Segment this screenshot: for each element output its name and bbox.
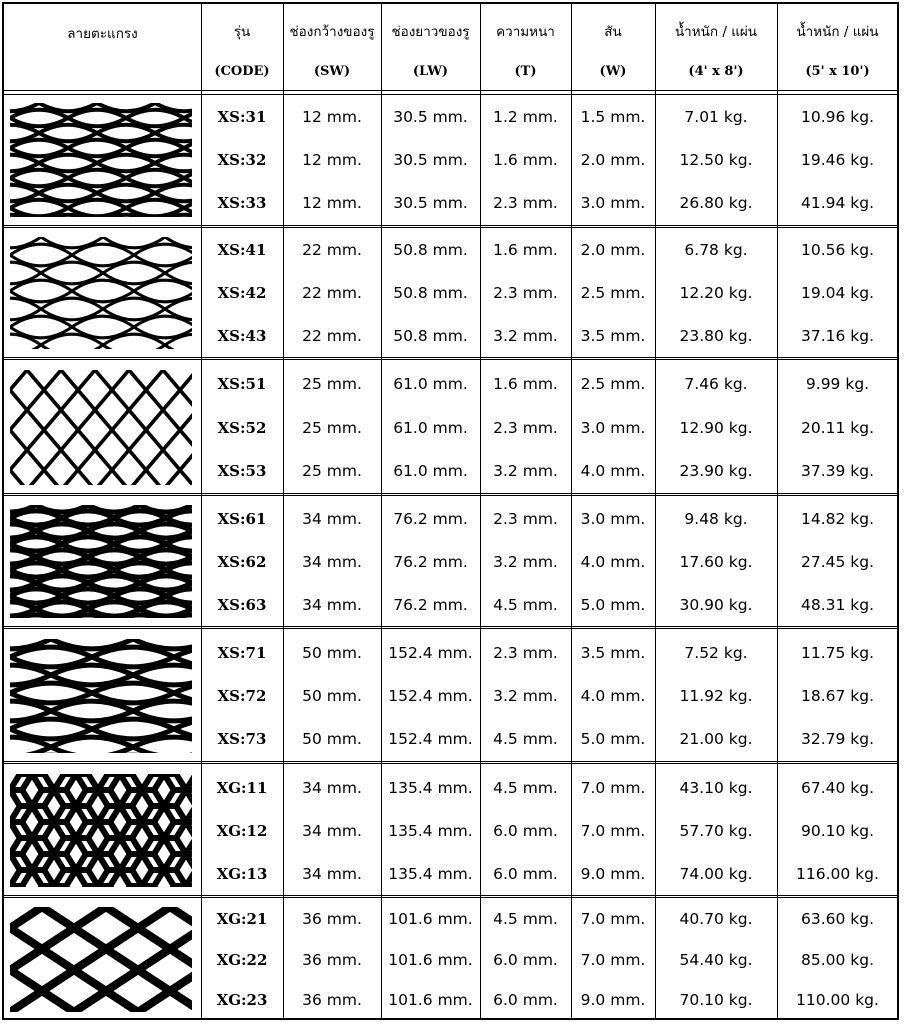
mesh-cell xyxy=(61,430,95,470)
sw-value: 50 mm. xyxy=(302,687,362,705)
mesh-drawing xyxy=(10,907,192,1012)
width-value: 7.0 mm. xyxy=(580,950,646,969)
header-thickness-code: (T) xyxy=(514,64,537,79)
model-code: XS:61 xyxy=(217,509,267,528)
width-value: 7.0 mm. xyxy=(580,910,646,929)
mesh-drawing xyxy=(10,103,192,217)
weight-5x10-value: 37.16 kg. xyxy=(800,326,875,345)
width-value: 1.5 mm. xyxy=(580,107,646,126)
weight-5x10-value: 20.11 kg. xyxy=(800,418,875,437)
sw-value: 22 mm. xyxy=(302,326,362,345)
expanded-mesh-vertical-pattern xyxy=(10,370,192,485)
expanded-mesh-wide-pattern xyxy=(10,639,192,753)
header-sw-code: (SW) xyxy=(313,64,351,79)
lw-value: 30.5 mm. xyxy=(393,107,468,126)
weight-4x8-value: 40.70 kg. xyxy=(679,910,753,929)
weight-4x8-value: 11.92 kg. xyxy=(679,687,753,705)
model-code: XG:21 xyxy=(216,910,268,929)
weight-5x10-value: 63.60 kg. xyxy=(800,910,875,929)
thickness-value: 2.3 mm. xyxy=(493,509,558,528)
mesh-cell xyxy=(95,430,129,470)
weight-4x8-value: 7.52 kg. xyxy=(684,643,748,662)
width-value: 9.0 mm. xyxy=(580,990,646,1009)
row-divider xyxy=(4,895,897,896)
weight-5x10-value: 67.40 kg. xyxy=(800,778,875,797)
mesh-cell xyxy=(95,370,129,390)
thickness-value: 4.5 mm. xyxy=(493,910,558,929)
weight-4x8-value: 26.80 kg. xyxy=(679,194,753,213)
mesh-cell xyxy=(32,886,76,887)
weight-4x8-value: 7.46 kg. xyxy=(684,374,748,393)
model-code: XS:43 xyxy=(217,326,267,345)
lw-value: 152.4 mm. xyxy=(388,730,473,749)
mesh-cell xyxy=(78,410,112,450)
weight-5x10-value: 27.45 kg. xyxy=(800,552,875,571)
row-divider xyxy=(4,357,897,358)
lw-value: 101.6 mm. xyxy=(388,950,473,969)
weight-4x8-value: 12.50 kg. xyxy=(679,151,753,169)
lw-value: 50.8 mm. xyxy=(393,284,468,302)
row-divider xyxy=(4,227,897,228)
weight-5x10-value: 19.04 kg. xyxy=(800,284,875,302)
mesh-cell xyxy=(146,410,180,450)
weight-4x8-value: 7.01 kg. xyxy=(684,107,748,126)
model-code: XS:73 xyxy=(217,730,267,749)
lw-value: 135.4 mm. xyxy=(388,821,473,840)
thickness-value: 4.5 mm. xyxy=(493,595,558,614)
mesh-cell xyxy=(180,370,192,410)
model-code: XS:71 xyxy=(217,643,267,662)
sw-value: 25 mm. xyxy=(302,374,362,393)
sw-value: 34 mm. xyxy=(302,595,362,614)
weight-4x8-value: 9.48 kg. xyxy=(684,509,748,528)
thickness-value: 3.2 mm. xyxy=(493,326,558,345)
mesh-cell xyxy=(27,430,61,470)
mesh-cell xyxy=(44,450,78,485)
thickness-value: 1.6 mm. xyxy=(493,241,558,260)
lw-value: 50.8 mm. xyxy=(393,326,468,345)
row-divider xyxy=(4,763,897,764)
mesh-cell xyxy=(10,390,27,430)
mesh-cell xyxy=(51,737,133,753)
lw-value: 61.0 mm. xyxy=(393,462,468,481)
sw-value: 34 mm. xyxy=(302,509,362,528)
width-value: 5.0 mm. xyxy=(580,595,646,614)
header-code-code: (CODE) xyxy=(214,64,270,79)
sw-value: 25 mm. xyxy=(302,462,362,481)
width-value: 3.0 mm. xyxy=(580,194,646,213)
mesh-cell xyxy=(78,450,112,485)
model-code: XG:13 xyxy=(216,864,268,883)
mesh-cell xyxy=(164,886,192,887)
mesh-cell xyxy=(10,430,27,470)
expanded-mesh-heavy-diamond-pattern xyxy=(10,907,192,1012)
thickness-value: 3.2 mm. xyxy=(493,687,558,705)
row-divider xyxy=(4,493,897,494)
row-divider xyxy=(4,628,897,629)
mesh-cell xyxy=(76,886,120,887)
row-divider xyxy=(4,761,897,762)
header-weight-4x8-title: น้ำหนัก / แผ่น xyxy=(674,24,758,40)
sw-value: 34 mm. xyxy=(302,552,362,571)
width-value: 3.5 mm. xyxy=(580,326,646,345)
width-value: 4.0 mm. xyxy=(580,687,646,705)
weight-5x10-value: 32.79 kg. xyxy=(800,730,875,749)
weight-5x10-value: 116.00 kg. xyxy=(796,864,879,883)
weight-4x8-value: 57.70 kg. xyxy=(679,821,753,840)
sw-value: 12 mm. xyxy=(302,194,362,213)
model-code: XS:51 xyxy=(217,374,267,393)
mesh-cell xyxy=(10,949,74,991)
mesh-cell xyxy=(112,450,146,485)
width-value: 3.0 mm. xyxy=(580,509,646,528)
lw-value: 76.2 mm. xyxy=(393,595,468,614)
lw-value: 101.6 mm. xyxy=(388,990,473,1009)
row-divider xyxy=(4,225,897,226)
mesh-cell xyxy=(129,430,163,470)
mesh-cell xyxy=(129,390,163,430)
header-code-title: รุ่น xyxy=(233,24,251,40)
spec-table xyxy=(2,2,899,1020)
sw-value: 50 mm. xyxy=(302,730,362,749)
mesh-drawing xyxy=(10,505,192,618)
thickness-value: 3.2 mm. xyxy=(493,552,558,571)
weight-4x8-value: 12.20 kg. xyxy=(679,284,753,302)
header-weight-5x10-title: น้ำหนัก / แผ่น xyxy=(796,24,879,40)
weight-4x8-value: 12.90 kg. xyxy=(679,418,753,437)
mesh-cell xyxy=(27,370,61,390)
weight-5x10-value: 41.94 kg. xyxy=(800,194,875,213)
row-divider xyxy=(4,897,897,898)
model-code: XG:12 xyxy=(216,821,268,840)
weight-4x8-value: 70.10 kg. xyxy=(679,990,753,1009)
expanded-mesh-heavy-hex-pattern xyxy=(10,774,192,887)
weight-4x8-value: 6.78 kg. xyxy=(684,241,748,260)
lw-value: 30.5 mm. xyxy=(393,151,468,169)
thickness-value: 6.0 mm. xyxy=(493,990,558,1009)
mesh-cell xyxy=(10,370,44,410)
mesh-cell xyxy=(78,370,112,410)
lw-value: 152.4 mm. xyxy=(388,687,473,705)
weight-5x10-value: 10.96 kg. xyxy=(800,107,875,126)
mesh-cell xyxy=(112,370,146,410)
model-code: XS:33 xyxy=(217,194,267,213)
width-value: 4.0 mm. xyxy=(580,462,646,481)
sw-value: 22 mm. xyxy=(302,241,362,260)
width-value: 2.0 mm. xyxy=(580,241,646,260)
thickness-value: 2.3 mm. xyxy=(493,418,558,437)
row-divider xyxy=(4,90,897,91)
sw-value: 22 mm. xyxy=(302,284,362,302)
lw-value: 152.4 mm. xyxy=(388,643,473,662)
weight-5x10-value: 90.10 kg. xyxy=(800,821,875,840)
lw-value: 50.8 mm. xyxy=(393,241,468,260)
header-width-title: สัน xyxy=(604,24,622,40)
thickness-value: 1.2 mm. xyxy=(493,107,558,126)
mesh-drawing xyxy=(10,639,192,753)
sw-value: 36 mm. xyxy=(302,990,362,1009)
mesh-cell xyxy=(95,390,129,430)
sw-value: 36 mm. xyxy=(302,910,362,929)
header-pattern-title: ลายตะแกรง xyxy=(67,26,138,42)
mesh-cell xyxy=(42,928,106,970)
mesh-cell xyxy=(106,928,170,970)
mesh-drawing xyxy=(10,237,192,349)
model-code: XS:62 xyxy=(217,552,267,571)
model-code: XG:22 xyxy=(216,950,268,969)
mesh-cell xyxy=(180,410,192,450)
header-width-code: (W) xyxy=(599,64,627,79)
sw-value: 36 mm. xyxy=(302,950,362,969)
thickness-value: 2.3 mm. xyxy=(493,194,558,213)
mesh-cell xyxy=(27,390,61,430)
lw-value: 61.0 mm. xyxy=(393,418,468,437)
weight-5x10-value: 19.46 kg. xyxy=(800,151,875,169)
model-code: XS:72 xyxy=(217,687,267,705)
thickness-value: 4.5 mm. xyxy=(493,778,558,797)
expanded-mesh-small-pattern xyxy=(10,103,192,217)
thickness-value: 6.0 mm. xyxy=(493,821,558,840)
model-code: XG:11 xyxy=(216,778,268,797)
thickness-value: 1.6 mm. xyxy=(493,151,558,169)
model-code: XS:42 xyxy=(217,284,267,302)
weight-4x8-value: 43.10 kg. xyxy=(679,778,753,797)
weight-5x10-value: 37.39 kg. xyxy=(800,462,875,481)
model-code: XG:23 xyxy=(216,990,268,1009)
thickness-value: 2.3 mm. xyxy=(493,643,558,662)
width-value: 9.0 mm. xyxy=(580,864,646,883)
weight-5x10-value: 14.82 kg. xyxy=(800,509,875,528)
row-divider xyxy=(4,94,897,95)
weight-4x8-value: 23.90 kg. xyxy=(679,462,753,481)
row-divider xyxy=(4,495,897,496)
mesh-cell xyxy=(10,886,32,887)
lw-value: 76.2 mm. xyxy=(393,509,468,528)
header-thickness-title: ความหนา xyxy=(496,24,555,40)
weight-5x10-value: 110.00 kg. xyxy=(796,990,879,1009)
weight-5x10-value: 48.31 kg. xyxy=(800,595,875,614)
mesh-cell xyxy=(44,410,78,450)
thickness-value: 2.3 mm. xyxy=(493,284,558,302)
weight-5x10-value: 10.56 kg. xyxy=(800,241,875,260)
weight-4x8-value: 30.90 kg. xyxy=(679,595,753,614)
thickness-value: 6.0 mm. xyxy=(493,950,558,969)
mesh-cell xyxy=(146,450,180,485)
sw-value: 34 mm. xyxy=(302,864,362,883)
weight-4x8-value: 21.00 kg. xyxy=(679,730,753,749)
mesh-cell xyxy=(44,370,78,410)
header-weight-5x10-code: (5' x 10') xyxy=(805,64,870,79)
sw-value: 50 mm. xyxy=(302,643,362,662)
mesh-cell xyxy=(138,991,192,1012)
header-sw-title: ช่องกว้างของรู xyxy=(289,24,375,40)
width-value: 2.5 mm. xyxy=(580,374,646,393)
model-code: XS:52 xyxy=(217,418,267,437)
thickness-value: 6.0 mm. xyxy=(493,864,558,883)
mesh-cell xyxy=(146,370,180,410)
header-weight-4x8-code: (4' x 8') xyxy=(688,64,744,79)
lw-value: 101.6 mm. xyxy=(388,910,473,929)
lw-value: 61.0 mm. xyxy=(393,374,468,393)
width-value: 4.0 mm. xyxy=(580,552,646,571)
header-lw-code: (LW) xyxy=(412,64,449,79)
sw-value: 34 mm. xyxy=(302,778,362,797)
mesh-cell xyxy=(112,410,146,450)
mesh-cell xyxy=(10,410,44,450)
width-value: 3.0 mm. xyxy=(580,418,646,437)
model-code: XS:53 xyxy=(217,462,267,481)
mesh-cell xyxy=(129,370,163,390)
sw-value: 34 mm. xyxy=(302,821,362,840)
expanded-mesh-dense-pattern xyxy=(10,505,192,618)
row-divider xyxy=(4,359,897,360)
weight-4x8-value: 74.00 kg. xyxy=(679,864,753,883)
weight-4x8-value: 23.80 kg. xyxy=(679,326,753,345)
mesh-cell xyxy=(10,450,44,485)
mesh-cell xyxy=(163,430,192,470)
expanded-mesh-thin-pattern xyxy=(10,237,192,349)
mesh-cell xyxy=(74,991,138,1012)
sw-value: 25 mm. xyxy=(302,418,362,437)
weight-4x8-value: 17.60 kg. xyxy=(679,552,753,571)
mesh-cell xyxy=(10,991,74,1012)
thickness-value: 4.5 mm. xyxy=(493,730,558,749)
mesh-cell xyxy=(61,370,95,390)
mesh-cell xyxy=(74,949,138,991)
weight-5x10-value: 9.99 kg. xyxy=(805,374,870,393)
mesh-cell xyxy=(74,907,138,949)
weight-5x10-value: 85.00 kg. xyxy=(800,950,875,969)
thickness-value: 1.6 mm. xyxy=(493,374,558,393)
sw-value: 12 mm. xyxy=(302,151,362,169)
mesh-drawing xyxy=(10,370,192,485)
mesh-cell xyxy=(10,907,74,949)
width-value: 5.0 mm. xyxy=(580,730,646,749)
mesh-cell xyxy=(106,970,170,1012)
mesh-cell xyxy=(120,886,164,887)
model-code: XS:41 xyxy=(217,241,267,260)
weight-4x8-value: 54.40 kg. xyxy=(679,950,753,969)
model-code: XS:32 xyxy=(217,151,267,169)
width-value: 2.0 mm. xyxy=(580,151,646,169)
model-code: XS:31 xyxy=(217,107,267,126)
width-value: 3.5 mm. xyxy=(580,643,646,662)
row-divider xyxy=(4,626,897,627)
width-value: 2.5 mm. xyxy=(580,284,646,302)
thickness-value: 3.2 mm. xyxy=(493,462,558,481)
lw-value: 30.5 mm. xyxy=(393,194,468,213)
width-value: 7.0 mm. xyxy=(580,778,646,797)
sw-value: 12 mm. xyxy=(302,107,362,126)
lw-value: 135.4 mm. xyxy=(388,778,473,797)
width-value: 7.0 mm. xyxy=(580,821,646,840)
mesh-cell xyxy=(42,970,106,1012)
mesh-drawing xyxy=(10,774,192,887)
weight-5x10-value: 18.67 kg. xyxy=(800,687,875,705)
lw-value: 135.4 mm. xyxy=(388,864,473,883)
header-lw-title: ช่องยาวของรู xyxy=(391,24,470,40)
lw-value: 76.2 mm. xyxy=(393,552,468,571)
model-code: XS:63 xyxy=(217,595,267,614)
mesh-cell xyxy=(61,390,95,430)
mesh-cell xyxy=(180,450,192,485)
weight-5x10-value: 11.75 kg. xyxy=(800,643,875,662)
mesh-cell xyxy=(163,390,192,430)
